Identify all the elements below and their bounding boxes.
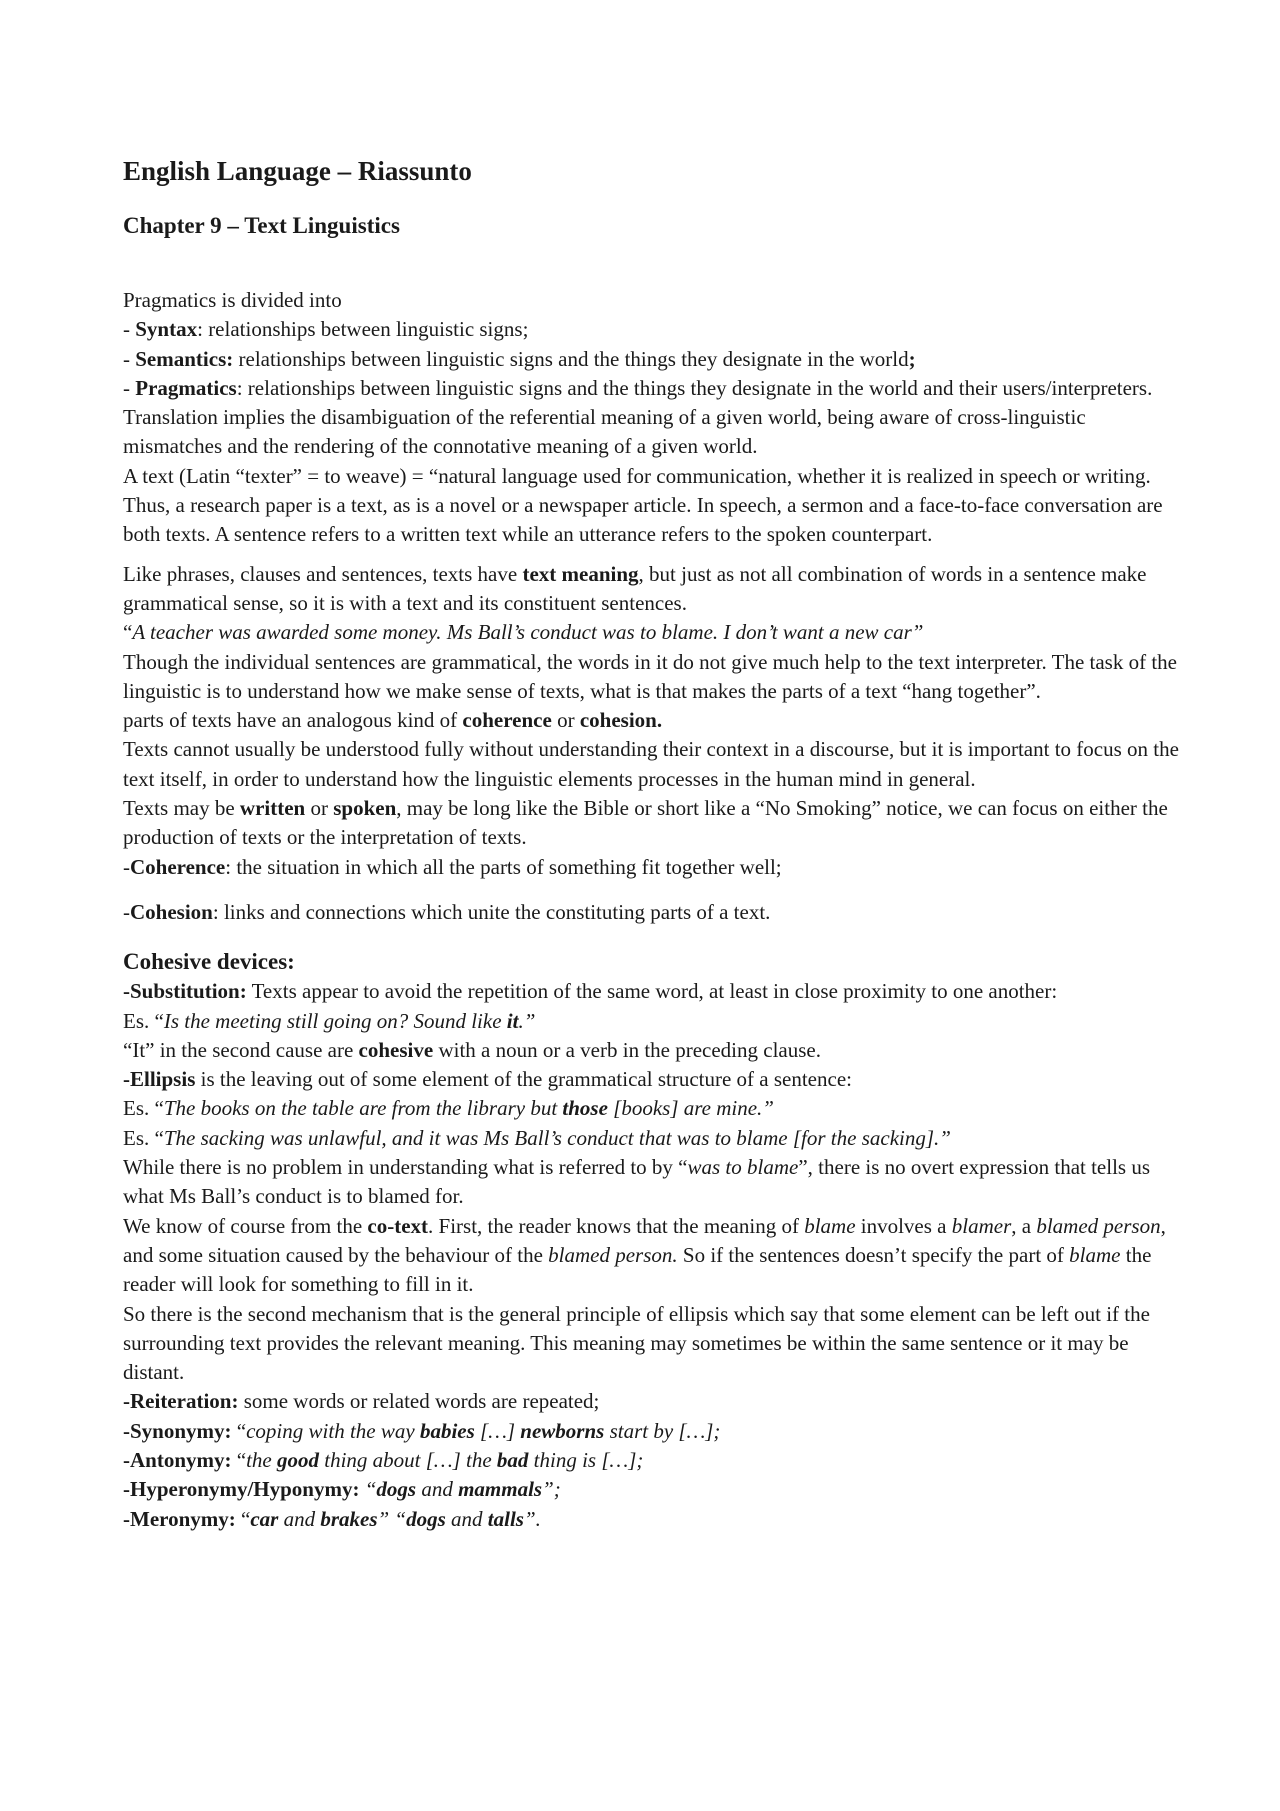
paragraph-example-quote: “A teacher was awarded some money. Ms Ball’s conduct was to blame. I don’t want a new car” [123,620,924,645]
list-item-semantics: - Semantics: relationships between linguistic signs and the things they designate in the world; [123,346,916,371]
paragraph-it-cohesive: “It” in the second cause are cohesive with a noun or a verb in the preceding clause. [123,1037,821,1062]
list-item-pragmatics: - Pragmatics: relationships between linguistic signs and the things they designate in the world and their users/interpreters. [123,375,1153,400]
device-synonymy: -Synonymy: “coping with the way babies […] newborns start by […]; [123,1418,721,1443]
paragraph-pragmatics-intro: Pragmatics is divided into [123,288,342,312]
definition-cohesion: -Cohesion: links and connections which unite the constituting parts of a text. [123,899,771,924]
device-meronymy: -Meronymy: “car and brakes” “dogs and talls”. [123,1506,541,1531]
definition-coherence: -Coherence: the situation in which all the parts of something fit together well; [123,854,782,879]
paragraph-text-definition: A text (Latin “texter” = to weave) = “natural language used for communication, whether it is realized in speech or writing. Thus, a research paper is a text, as is a novel or a newspaper article. In speech, a sermon and a face-to-face conversation are both texts. A sentence refers to a written text while an utterance refers to the spoken counterpart. [123,463,1163,547]
paragraph-translation: Translation implies the disambiguation of the referential meaning of a given world, being aware of cross-linguistic mismatches and the rendering of the connotative meaning of a given world. [123,405,1086,459]
paragraph-second-mechanism: So there is the second mechanism that is the general principle of ellipsis which say that some element can be left out if the surrounding text provides the relevant meaning. This meaning may sometimes be within the same sentence or it may be distant. [123,1301,1150,1385]
paragraph-context: Texts cannot usually be understood fully without understanding their context in a discourse, but it is important to focus on the text itself, in order to understand how the linguistic elements processes in the human mind in general. [123,737,1179,791]
device-hyperonymy: -Hyperonymy/Hyponymy: “dogs and mammals”; [123,1477,561,1502]
example-substitution: Es. “Is the meeting still going on? Sound like it.” [123,1008,536,1033]
device-substitution: -Substitution: Texts appear to avoid the repetition of the same word, at least in close proximity to one another: [123,979,1058,1004]
device-antonymy: -Antonymy: “the good thing about […] the bad thing is […]; [123,1447,644,1472]
paragraph-grammatical: Though the individual sentences are grammatical, the words in it do not give much help to the text interpreter. The task of the linguistic is to understand how we make sense of texts, what is that makes the parts of a text “hang together”. [123,649,1177,703]
chapter-heading: Chapter 9 – Text Linguistics [123,213,400,238]
document-title: English Language – Riassunto [123,156,472,186]
cohesive-devices-heading: Cohesive devices: [123,949,295,975]
paragraph-written-spoken: Texts may be written or spoken, may be long like the Bible or short like a “No Smoking” notice, we can focus on either the production of texts or the interpretation of texts. [123,796,1168,850]
paragraph-co-text: We know of course from the co-text. First, the reader knows that the meaning of blame involves a blamer, a blamed person, and some situation caused by the behaviour of the blamed person. So if the sentences doesn’t specify the part of blame the reader will look for something to fill in it. [123,1213,1166,1297]
device-ellipsis: -Ellipsis is the leaving out of some element of the grammatical structure of a sentence: [123,1067,852,1092]
paragraph-text-meaning: Like phrases, clauses and sentences, texts have text meaning, but just as not all combination of words in a sentence make grammatical sense, so it is with a text and its constituent sentences. [123,561,1147,615]
example-ellipsis-sacking: Es. “The sacking was unlawful, and it was Ms Ball’s conduct that was to blame [for the sacking].” [123,1125,951,1150]
list-item-syntax: - Syntax: relationships between linguistic signs; [123,317,529,342]
example-ellipsis-books: Es. “The books on the table are from the library but those [books] are mine.” [123,1096,774,1121]
device-reiteration: -Reiteration: some words or related words are repeated; [123,1389,600,1414]
document-content [123,152,1183,1534]
paragraph-was-to-blame: While there is no problem in understanding what is referred to by “was to blame”, there is no overt expression that tells us what Ms Ball’s conduct is to blamed for. [123,1155,1151,1209]
paragraph-coherence-cohesion: parts of texts have an analogous kind of coherence or cohesion. [123,708,663,733]
